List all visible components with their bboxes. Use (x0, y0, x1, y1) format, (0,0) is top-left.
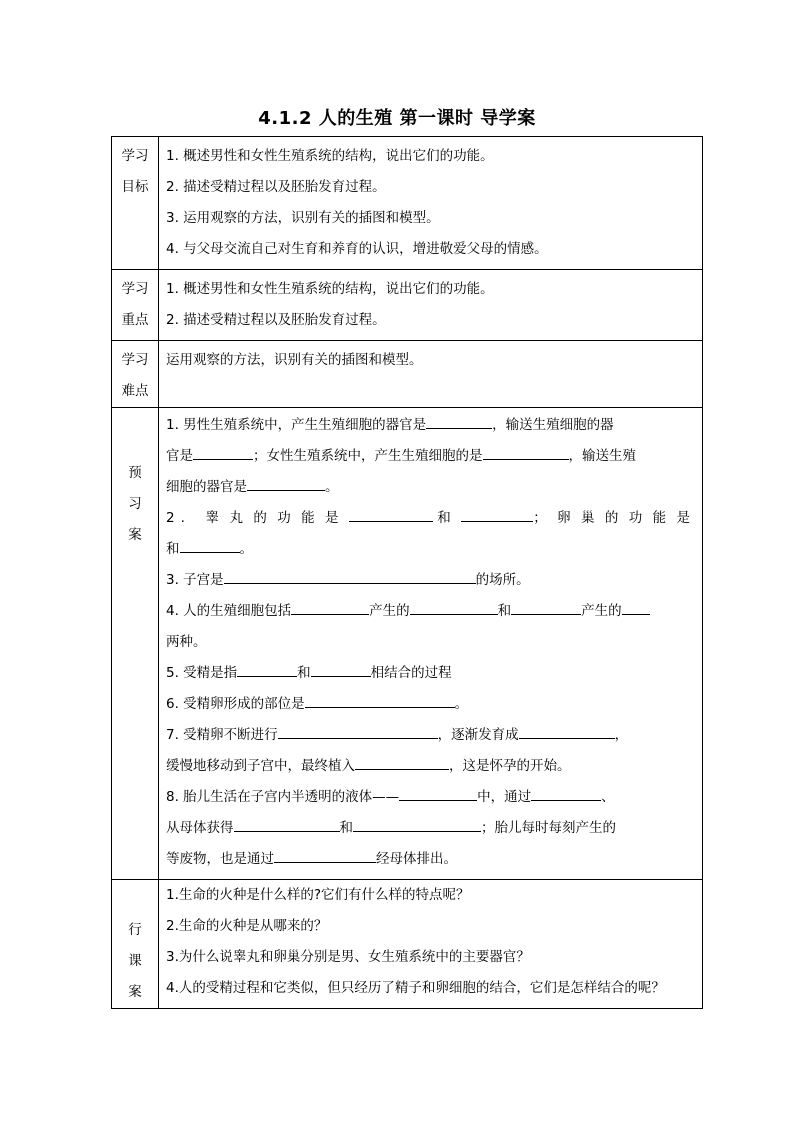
key-points-label: 学习 重点 (112, 270, 159, 341)
goals-content (159, 137, 703, 270)
page-title: 4.1.2 人的生殖 第一课时 导学案 (258, 108, 536, 129)
question-2-line-1: 2. 睾丸的功能是 和 ；卵巢的功能是 (166, 503, 696, 534)
blank (399, 786, 477, 801)
blank (193, 445, 253, 460)
blank (410, 600, 498, 615)
goals-row (112, 137, 703, 270)
in-class-label: 行 课 案 (112, 880, 159, 1009)
key-point-item: 1. 概述男性和女性生殖系统的结构，说出它们的功能。 (166, 281, 494, 297)
blank (274, 848, 376, 863)
goals-label: 学习 目标 (112, 137, 159, 270)
goal-item: 4. 与父母交流自己对生育和养育的认识，增进敬爱父母的情感。 (166, 241, 548, 257)
difficulties-label: 学习 难点 (112, 341, 159, 408)
question-4-line-2: 两种。 (166, 634, 207, 650)
goal-item: 1. 概述男性和女性生殖系统的结构，说出它们的功能。 (166, 148, 494, 164)
question-7-line-1: 7. 受精卵不断进行 ，逐渐发育成 ， (166, 720, 696, 751)
blank (180, 538, 240, 553)
blank (311, 662, 371, 677)
question-3: 3. 子宫是 的场所。 (166, 565, 696, 596)
in-class-question: 2.生命的火种是从哪来的？ (166, 918, 328, 934)
blank (234, 817, 340, 832)
difficulties-row (112, 341, 703, 408)
question-1-line-3: 细胞的器官是 。 (166, 472, 696, 503)
blank (247, 476, 325, 491)
blank (531, 786, 601, 801)
preview-content (159, 408, 703, 880)
blank (519, 724, 615, 739)
blank (278, 724, 438, 739)
blank (426, 414, 492, 429)
blank (483, 445, 569, 460)
in-class-row (112, 880, 703, 1009)
in-class-content (159, 880, 703, 1009)
question-8-line-2: 从母体获得 和 ；胎儿每时每刻产生的 (166, 813, 696, 844)
blank (224, 569, 476, 584)
question-1-line-2: 官是 ；女性生殖系统中，产生生殖细胞的是 ，输送生殖 (166, 441, 696, 472)
question-6: 6. 受精卵形成的部位是 。 (166, 689, 696, 720)
preview-label: 预 习 案 (112, 408, 159, 880)
blank (461, 507, 533, 522)
difficulties-content (159, 341, 703, 408)
key-points-content (159, 270, 703, 341)
blank (349, 507, 433, 522)
blank (353, 817, 481, 832)
blank (291, 600, 369, 615)
question-4-line-1: 4. 人的生殖细胞包括 产生的 和 产生的 (166, 596, 696, 627)
question-5: 5. 受精是指 和 相结合的过程 (166, 658, 696, 689)
question-1-line-1: 1. 男性生殖系统中，产生生殖细胞的器官是 ，输送生殖细胞的器 (166, 410, 696, 441)
blank (511, 600, 581, 615)
blank (237, 662, 297, 677)
goal-item: 2. 描述受精过程以及胚胎发育过程。 (166, 179, 386, 195)
preview-row (112, 408, 703, 880)
blank (305, 693, 455, 708)
blank (355, 755, 449, 770)
question-8-line-3: 等废物，也是通过 经母体排出。 (166, 844, 696, 875)
question-7-line-2: 缓慢地移动到子宫中，最终植入 ，这是怀孕的开始。 (166, 751, 696, 782)
in-class-question: 4.人的受精过程和它类似，但只经历了精子和卵细胞的结合，它们是怎样结合的呢？ (166, 980, 665, 996)
difficulty-item: 运用观察的方法，识别有关的插图和模型。 (166, 352, 423, 368)
blank (622, 600, 650, 615)
key-point-item: 2. 描述受精过程以及胚胎发育过程。 (166, 312, 386, 328)
in-class-question: 3.为什么说睾丸和卵巢分别是男、女生殖系统中的主要器官？ (166, 949, 530, 965)
question-8-line-1: 8. 胎儿生活在子宫内半透明的液体—— 中，通过 、 (166, 782, 696, 813)
question-2-line-2: 和 。 (166, 534, 696, 565)
in-class-question: 1.生命的火种是什么样的?它们有什么样的特点呢？ (166, 887, 470, 903)
key-points-row (112, 270, 703, 341)
goal-item: 3. 运用观察的方法，识别有关的插图和模型。 (166, 210, 440, 226)
study-plan-table (111, 136, 703, 1009)
